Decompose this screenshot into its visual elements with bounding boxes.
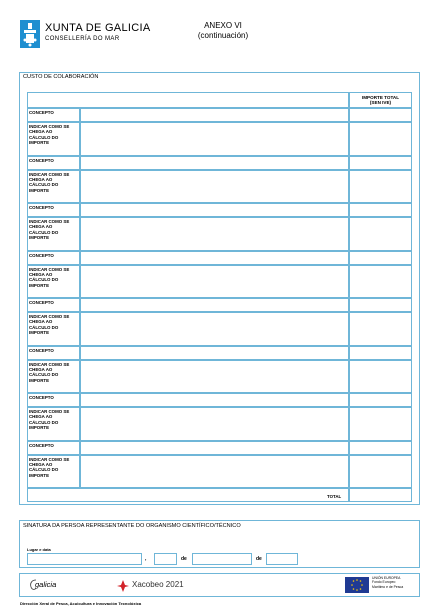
- calc-label: INDICAR COMO SE CHEGA AO CÁLCULO DO IMPORTE: [29, 266, 70, 288]
- place-date-label: Lugar e data: [27, 547, 51, 552]
- xacobeo-logo-text: Xacobeo 2021: [132, 580, 184, 589]
- calc-label: INDICAR COMO SE CHEGA AO CÁLCULO DO IMPORTE: [29, 124, 70, 146]
- day-field[interactable]: [154, 553, 177, 565]
- concept-amount-field[interactable]: [349, 251, 412, 265]
- concept-amount-field[interactable]: [349, 346, 412, 360]
- of-separator-1: de: [181, 556, 187, 562]
- org-subtitle: CONSELLERÍA DO MAR: [45, 36, 120, 42]
- annex-subtitle: (continuación): [197, 31, 249, 40]
- calc-amount-field[interactable]: [349, 407, 412, 441]
- concept-amount-field[interactable]: [349, 156, 412, 170]
- total-label-cell: [27, 488, 349, 502]
- calc-field[interactable]: [80, 122, 349, 156]
- signature-section-title: SINATURA DA PERSOA REPRESENTANTE DO ORGANISMO CIENTÍFICO/TÉCNICO: [23, 523, 241, 529]
- calc-amount-field[interactable]: [349, 360, 412, 394]
- org-name: XUNTA DE GALICIA: [45, 22, 151, 34]
- concept-label: CONCEPTO: [29, 395, 54, 400]
- calc-amount-field[interactable]: [349, 122, 412, 156]
- concept-amount-field[interactable]: [349, 441, 412, 455]
- calc-field[interactable]: [80, 312, 349, 346]
- table-header-left: [27, 92, 349, 108]
- concept-label: CONCEPTO: [29, 347, 54, 353]
- concept-label: CONCEPTO: [29, 157, 54, 163]
- concept-field[interactable]: [80, 393, 349, 407]
- eu-fund-text: UNIÓN EUROPEA Fondo Europeo Marítimo e de Pesca: [372, 576, 404, 589]
- calc-label: INDICAR COMO SE CHEGA AO CÁLCULO DO IMPORTE: [29, 314, 70, 336]
- calc-label: INDICAR COMO SE CHEGA AO CÁLCULO DO IMPORTE: [29, 219, 70, 241]
- concept-label: CONCEPTO: [29, 442, 54, 448]
- concept-label: CONCEPTO: [29, 110, 54, 115]
- concept-amount-field[interactable]: [349, 298, 412, 312]
- concept-field[interactable]: [80, 441, 349, 455]
- concept-field[interactable]: [80, 108, 349, 122]
- calc-amount-field[interactable]: [349, 170, 412, 204]
- calc-label: INDICAR COMO SE CHEGA AO CÁLCULO DO IMPORTE: [29, 171, 70, 193]
- concept-field[interactable]: [80, 298, 349, 312]
- calc-amount-field[interactable]: [349, 265, 412, 299]
- calc-field[interactable]: [80, 407, 349, 441]
- calc-field[interactable]: [80, 170, 349, 204]
- concept-label: CONCEPTO: [29, 300, 54, 305]
- calc-field[interactable]: [80, 217, 349, 251]
- calc-field[interactable]: [80, 265, 349, 299]
- eu-flag-icon: [345, 577, 369, 593]
- year-field[interactable]: [266, 553, 298, 565]
- concept-field[interactable]: [80, 156, 349, 170]
- total-amount-field[interactable]: [349, 488, 412, 502]
- concept-amount-field[interactable]: [349, 203, 412, 217]
- calc-amount-field[interactable]: [349, 312, 412, 346]
- calc-label: INDICAR COMO SE CHEGA AO CÁLCULO DO IMPORTE: [29, 409, 70, 431]
- xunta-emblem-icon: [20, 20, 40, 48]
- concept-amount-field[interactable]: [349, 108, 412, 122]
- xacobeo-logo-icon: [116, 579, 130, 593]
- directorate-line: Dirección Xeral de Pesca, Acuicultura e Innovación Tecnolóxica: [20, 601, 142, 606]
- calc-amount-field[interactable]: [349, 455, 412, 489]
- concept-amount-field[interactable]: [349, 393, 412, 407]
- comma-separator: ,: [145, 556, 147, 562]
- concept-field[interactable]: [80, 203, 349, 217]
- place-field[interactable]: [27, 553, 142, 565]
- concept-field[interactable]: [80, 346, 349, 360]
- calc-field[interactable]: [80, 455, 349, 489]
- concept-label: CONCEPTO: [29, 252, 54, 258]
- of-separator-2: de: [256, 556, 262, 562]
- calc-label: INDICAR COMO SE CHEGA AO CÁLCULO DO IMPORTE: [29, 361, 70, 383]
- annex-title: ANEXO VI: [204, 21, 242, 30]
- calc-amount-field[interactable]: [349, 217, 412, 251]
- concept-label: CONCEPTO: [29, 205, 54, 210]
- calc-field[interactable]: [80, 360, 349, 394]
- concept-field[interactable]: [80, 251, 349, 265]
- calc-label: INDICAR COMO SE CHEGA AO CÁLCULO DO IMPORTE: [29, 456, 70, 478]
- cost-section-title: CUSTO DE COLABORACIÓN: [23, 74, 99, 80]
- galicia-logo-text: galicia: [35, 580, 57, 589]
- total-label: TOTAL: [327, 494, 342, 499]
- month-field[interactable]: [192, 553, 252, 565]
- amount-column-header: IMPORTE TOTAL (SEN IVE): [361, 95, 400, 106]
